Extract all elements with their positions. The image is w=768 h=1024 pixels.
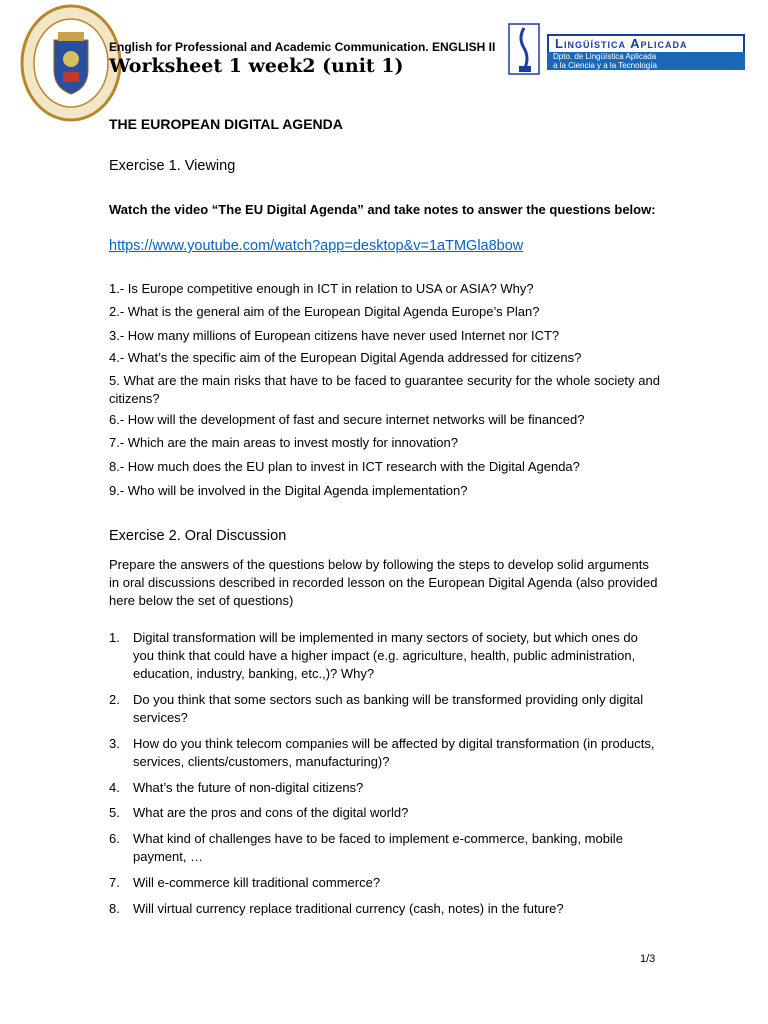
exercise1-heading: Exercise 1. Viewing bbox=[109, 158, 236, 174]
discussion-item-8 bbox=[109, 900, 660, 918]
item-text: What are the pros and cons of the digital world? bbox=[133, 805, 409, 820]
item-text: What kind of challenges have to be faced to implement e-commerce, banking, mobile payment, … bbox=[133, 831, 623, 864]
item-text: Do you think that some sectors such as banking will be transformed providing only digital services? bbox=[133, 692, 644, 725]
logo-subtitle-line2: a la Ciencia y a la Tecnología bbox=[553, 60, 657, 70]
item-number: 1. bbox=[109, 630, 120, 645]
item-number: 3. bbox=[109, 736, 120, 751]
course-name: English for Professional and Academic Communication. ENGLISH II bbox=[109, 40, 496, 54]
discussion-item-4 bbox=[109, 779, 660, 797]
exercise2-heading: Exercise 2. Oral Discussion bbox=[109, 528, 287, 544]
discussion-item-3 bbox=[109, 735, 660, 771]
page-number: 1/3 bbox=[640, 953, 656, 965]
discussion-item-1 bbox=[109, 629, 660, 683]
item-number: 2. bbox=[109, 692, 120, 707]
logo-subtitle-line1: Dpto. de Lingüística Aplicada bbox=[553, 52, 657, 61]
logo-subtitle bbox=[547, 52, 745, 70]
item-text: Will virtual currency replace traditional currency (cash, notes) in the future? bbox=[133, 901, 564, 916]
worksheet-title: Worksheet 1 week2 (unit 1) bbox=[109, 55, 404, 77]
item-number: 4. bbox=[109, 780, 120, 795]
question-1: 1.- Is Europe competitive enough in ICT in relation to USA or ASIA? Why? bbox=[109, 281, 534, 296]
logo-title: Lingüística Aplicada bbox=[547, 34, 745, 52]
discussion-item-7 bbox=[109, 874, 660, 892]
item-number: 6. bbox=[109, 831, 120, 846]
item-text: How do you think telecom companies will be affected by digital transformation (in products, services, clients/customers, manufacturing)? bbox=[133, 736, 655, 769]
question-2: 2.- What is the general aim of the European Digital Agenda Europe’s Plan? bbox=[109, 304, 540, 319]
question-5: 5. What are the main risks that have to be faced to guarantee security for the whole society and citizens? bbox=[109, 373, 660, 406]
exercise1-instruction: Watch the video “The EU Digital Agenda” and take notes to answer the questions below: bbox=[109, 202, 656, 217]
item-number: 7. bbox=[109, 875, 120, 890]
exercise2-intro: Prepare the answers of the questions below by following the steps to develop solid arguments in oral discussions described in recorded lesson on the European Digital Agenda (also provided here below the set of questions) bbox=[109, 557, 658, 608]
item-text: What’s the future of non-digital citizens? bbox=[133, 780, 364, 795]
item-text: Digital transformation will be implemented in many sectors of society, but which ones do you think that could have a higher impact (e.g. agriculture, health, public administration, education, industry, banking, etc.,)? Why? bbox=[133, 630, 638, 681]
university-seal-logo bbox=[20, 4, 122, 122]
item-number: 5. bbox=[109, 805, 120, 820]
question-9: 9.- Who will be involved in the Digital Agenda implementation? bbox=[109, 483, 468, 498]
question-3: 3.- How many millions of European citizens have never used Internet nor ICT? bbox=[109, 328, 560, 343]
linguistica-aplicada-logo bbox=[507, 22, 745, 76]
question-4: 4.- What’s the specific aim of the European Digital Agenda addressed for citizens? bbox=[109, 350, 582, 365]
department-mark-icon bbox=[507, 22, 547, 76]
discussion-item-2 bbox=[109, 691, 660, 727]
discussion-item-5 bbox=[109, 804, 660, 822]
question-7: 7.- Which are the main areas to invest mostly for innovation? bbox=[109, 435, 458, 450]
question-8: 8.- How much does the EU plan to invest in ICT research with the Digital Agenda? bbox=[109, 459, 580, 474]
question-6: 6.- How will the development of fast and secure internet networks will be financed? bbox=[109, 412, 585, 427]
main-heading: THE EUROPEAN DIGITAL AGENDA bbox=[109, 116, 343, 132]
discussion-item-6 bbox=[109, 830, 660, 866]
item-text: Will e-commerce kill traditional commerce? bbox=[133, 875, 381, 890]
item-number: 8. bbox=[109, 901, 120, 916]
video-link[interactable]: https://www.youtube.com/watch?app=desktop&v=1aTMGla8bow bbox=[109, 238, 524, 254]
